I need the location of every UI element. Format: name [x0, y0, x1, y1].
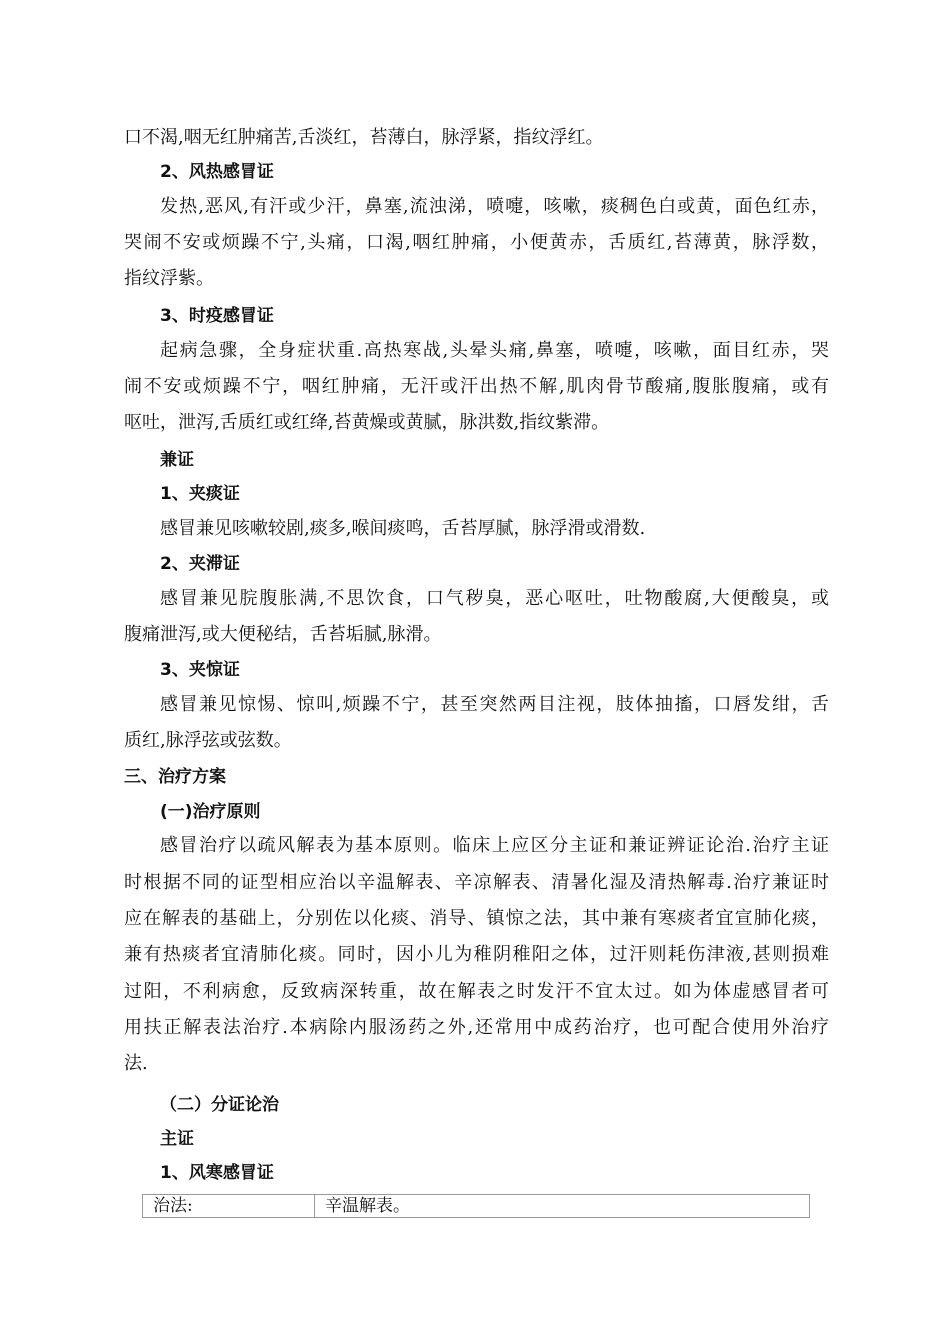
section-heading: (一)治疗原则: [160, 802, 261, 822]
paragraph-line: 用扶正解表法治疗.本病除内服汤药之外,还常用中成药治疗，也可配合使用外治疗: [124, 1017, 829, 1038]
paragraph-line: 感冒兼见脘腹胀满,不思饮食，口气秽臭，恶心呕吐，吐物酸腐,大便酸臭，或: [160, 588, 829, 609]
paragraph-line: 感冒兼见惊惕、惊叫,烦躁不宁，甚至突然两目注视，肢体抽搐，口唇发绀，舌: [160, 694, 829, 715]
section-heading: 兼证: [160, 450, 194, 470]
paragraph-line: 兼有热痰者宜清肺化痰。同时，因小儿为稚阴稚阳之体，过汗则耗伤津液,甚则损难: [124, 944, 829, 965]
paragraph-line: 指纹浮紫。: [124, 268, 214, 289]
treatment-table: [142, 1194, 810, 1218]
paragraph-line: 闹不安或烦躁不宁，咽红肿痛，无汗或汗出热不解,肌肉骨节酸痛,腹胀腹痛，或有: [124, 376, 829, 397]
paragraph-line: 口不渴,咽无红肿痛苦,舌淡红，苔薄白，脉浮紧，指纹浮红。: [124, 127, 604, 148]
paragraph-line: 感冒兼见咳嗽较剧,痰多,喉间痰鸣，舌苔厚腻，脉浮滑或滑数.: [160, 518, 646, 539]
section-heading: 1、夹痰证: [160, 484, 240, 504]
paragraph-line: 哭闹不安或烦躁不宁,头痛，口渴,咽红肿痛，小便黄赤，舌质红,苔薄黄，脉浮数，: [124, 232, 829, 253]
paragraph-line: 起病急骤，全身症状重.高热寒战,头晕头痛,鼻塞，喷嚏，咳嗽，面目红赤，哭: [160, 340, 829, 361]
paragraph-line: 呕吐，泄泻,舌质红或红绛,苔黄燥或黄腻，脉洪数,指纹紫滞。: [124, 412, 610, 433]
section-heading: 1、风寒感冒证: [160, 1163, 274, 1183]
paragraph-line: 腹痛泄泻,或大便秘结，舌苔垢腻,脉滑。: [124, 624, 442, 645]
section-heading: 3、夹惊证: [160, 660, 240, 680]
paragraph-line: 质红,脉浮弦或弦数。: [124, 730, 292, 751]
paragraph-line: 感冒治疗以疏风解表为基本原则。临床上应区分主证和兼证辨证论治.治疗主证: [160, 835, 829, 856]
table-label-cell: 治法:: [143, 1195, 315, 1217]
section-heading: 三、治疗方案: [124, 767, 226, 787]
section-heading: 3、时疫感冒证: [160, 306, 274, 326]
table-value-cell: 辛温解表。: [325, 1196, 410, 1216]
paragraph-line: 过阳，不利病愈，反致病深转重，故在解表之时发汗不宜太过。如为体虚感冒者可: [124, 981, 829, 1002]
paragraph-line: 应在解表的基础上，分别佐以化痰、消导、镇惊之法，其中兼有寒痰者宜宣肺化痰，: [124, 908, 829, 929]
section-heading: 2、风热感冒证: [160, 162, 274, 182]
paragraph-line: 时根据不同的证型相应治以辛温解表、辛凉解表、清暑化湿及清热解毒.治疗兼证时: [124, 872, 829, 893]
section-heading: （二）分证论治: [160, 1095, 279, 1115]
section-heading: 主证: [160, 1129, 194, 1149]
paragraph-line: 法.: [124, 1053, 148, 1074]
section-heading: 2、夹滞证: [160, 554, 240, 574]
paragraph-line: 发热,恶风,有汗或少汗，鼻塞,流浊涕，喷嚏，咳嗽，痰稠色白或黄，面色红赤，: [160, 196, 829, 217]
